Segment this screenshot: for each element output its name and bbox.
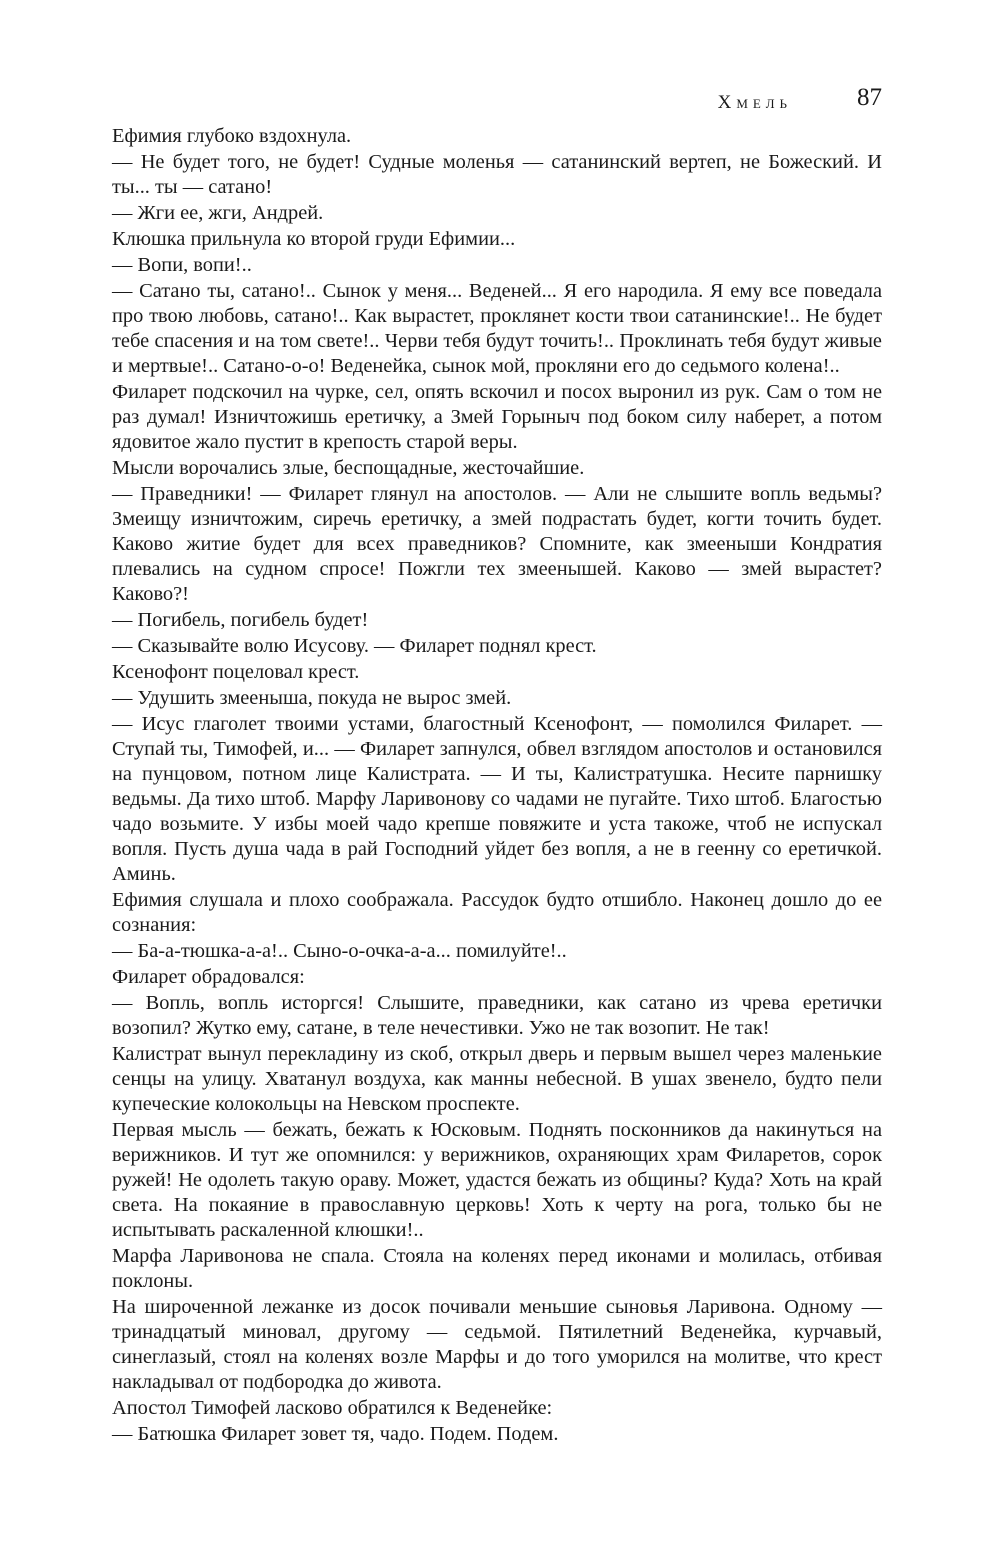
- paragraph: — Праведники! — Филарет глянул на апостолов. — Али не слышите вопль ведьмы? Змеищу изничтожим, сиречь еретичку, а змей подрастать будет, когти точить будет. Каково житие будет для всех праведников? Спомните, как змееныши Кондратия плевались на судном спросе! Пожгли тех змеенышей. Каково — змей вырастет? Каково?!: [112, 483, 882, 605]
- paragraph: — Вопи, вопи!..: [112, 254, 252, 276]
- paragraph: Филарет подскочил на чурке, сел, опять вскочил и посох выронил из рук. Сам о том не раз думал! Изничтожишь еретичку, а Змей Горыныч под боком силу наберет, а потом ядовитое жало пустит в крепость старой веры.: [112, 381, 882, 453]
- paragraph: Калистрат вынул перекладину из скоб, открыл дверь и первым вышел через маленькие сенцы на улицу. Хватанул воздуха, как манны небесной. В ушах звенело, будто пели купеческие колокольцы на Невском проспекте.: [112, 1043, 882, 1115]
- paragraph: — Ба-а-тюшка-а-а!.. Сыно-о-очка-а-а... помилуйте!..: [112, 940, 567, 962]
- paragraph: Апостол Тимофей ласково обратился к Веденейке:: [112, 1397, 553, 1419]
- paragraph: Первая мысль — бежать, бежать к Юсковым. Поднять посконников да накинуться на верижников. И тут же опомнился: у верижников, охраняющих храм Филаретов, сорок ружей! Не одолеть такую ораву. Может, удастся бежать из общины? Куда? Хоть на край света. На покаяние в православную церковь! Хоть к черту на рога, только бы не испытывать раскаленной клюшки!..: [112, 1119, 882, 1241]
- paragraph: — Жги ее, жги, Андрей.: [112, 202, 324, 224]
- paragraph: Ефимия слушала и плохо соображала. Рассудок будто отшибло. Наконец дошло до ее сознания:: [112, 889, 882, 936]
- paragraph: Ксенофонт поцеловал крест.: [112, 661, 360, 683]
- page-number: 87: [857, 84, 882, 111]
- page-header: [112, 84, 882, 124]
- paragraph: — Сатано ты, сатано!.. Сынок у меня... Веденей... Я его народила. Я ему все поведала про твою любовь, сатано!.. Как вырастет, проклянет кости твои сатанинские!.. Не будет тебе спасения и на том свете!.. Черви тебя будут точить!.. Проклинать тебя будут живые и мертвые!.. Сатано-о-о! Веденейка, сынок мой, прокляни его до седьмого колена!..: [112, 280, 882, 377]
- paragraph: — Сказывайте волю Исусову. — Филарет поднял крест.: [112, 635, 597, 657]
- paragraph: Марфа Ларивонова не спала. Стояла на коленях перед иконами и молилась, отбивая поклоны.: [112, 1245, 882, 1292]
- body-text: [112, 124, 882, 1447]
- paragraph: Ефимия глубоко вздохнула.: [112, 125, 352, 147]
- paragraph: Клюшка прильнула ко второй груди Ефимии...: [112, 228, 516, 250]
- paragraph: — Удушить змееныша, покуда не вырос змей.: [112, 687, 512, 709]
- paragraph: — Погибель, погибель будет!: [112, 609, 369, 631]
- paragraph: — Батюшка Филарет зовет тя, чадо. Подем. Подем.: [112, 1423, 559, 1445]
- paragraph: Филарет обрадовался:: [112, 966, 305, 988]
- paragraph: — Исус глаголет твоими устами, благостный Ксенофонт, — помолился Филарет. — Ступай ты, Тимофей, и... — Филарет запнулся, обвел взглядом апостолов и остановился на пунцовом, потном лице Калистрата. — И ты, Калистратушка. Несите парнишку ведьмы. Да тихо штоб. Марфу Ларивонову со чадами не пугайте. Тихо штоб. Благостью чадо возьмите. У избы моей чадо крепше повяжите и уста такоже, чтоб не испускал вопля. Пусть душа чада в рай Господний уйдет без вопля, а не в геенну со еретичкой. Аминь.: [112, 713, 882, 885]
- paragraph: Мысли ворочались злые, беспощадные, жесточайшие.: [112, 457, 585, 479]
- paragraph: На широченной лежанке из досок почивали меньшие сыновья Ларивона. Одному — тринадцатый миновал, другому — седьмой. Пятилетний Веденейка, курчавый, синеглазый, стоял на коленях возле Марфы и до того уморился на молитве, что крест накладывал от подбородка до живота.: [112, 1296, 882, 1393]
- paragraph: — Не будет того, не будет! Судные моленья — сатанинский вертеп, не Божеский. И ты... ты — сатано!: [112, 151, 882, 198]
- running-title: Хмель: [717, 92, 792, 113]
- paragraph: — Вопль, вопль исторгся! Слышите, праведники, как сатано из чрева еретички возопил? Жутко ему, сатане, в теле нечестивки. Ужо не так возопит. Не так!: [112, 992, 882, 1039]
